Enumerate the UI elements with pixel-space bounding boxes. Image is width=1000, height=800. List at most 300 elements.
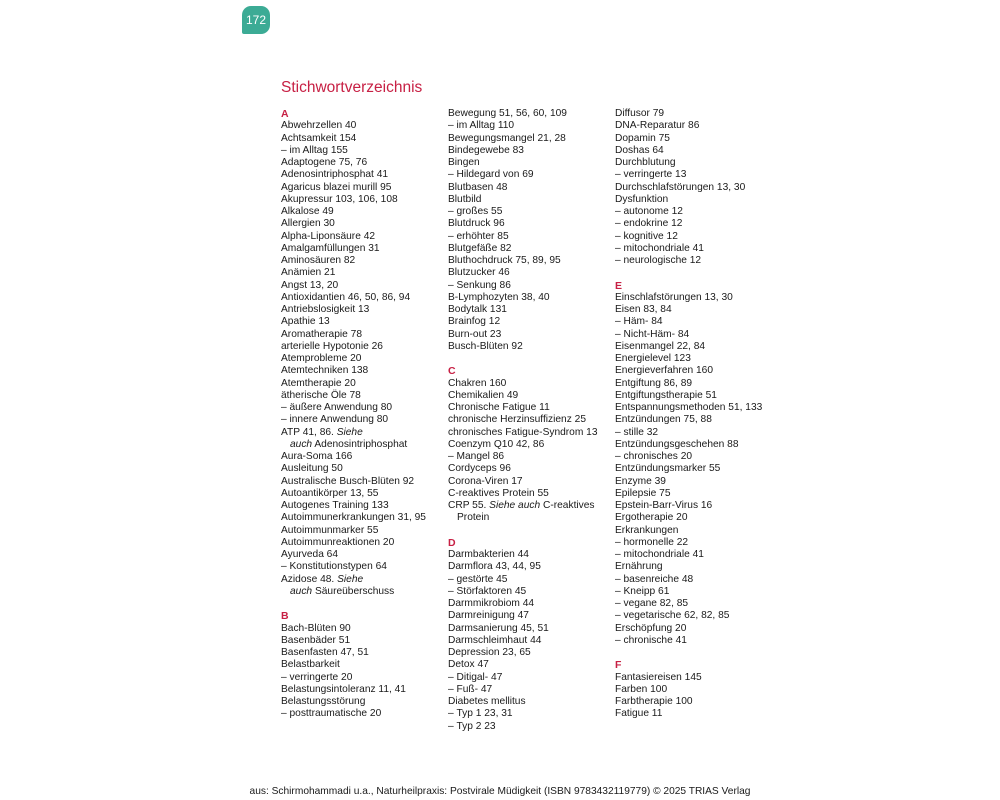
entry-text: Eisenmangel 22, 84 <box>615 340 706 352</box>
index-entry <box>281 476 446 488</box>
cross-reference: auch <box>290 438 313 450</box>
index-entry <box>448 402 613 414</box>
entry-text: Erkrankungen <box>615 524 679 536</box>
entry-text: Atemtherapie 20 <box>281 377 356 389</box>
entry-text: hormonelle 22 <box>623 536 689 548</box>
entry-text: Eisen 83, 84 <box>615 304 672 315</box>
entry-text: B-Lymphozyten 38, 40 <box>448 291 550 303</box>
entry-text: Darmschleimhaut 44 <box>448 634 542 646</box>
index-entry <box>448 659 613 671</box>
entry-text: Belastungsintoleranz 11, 41 <box>281 683 406 695</box>
page-title: Stichwortverzeichnis <box>281 79 423 96</box>
index-entry <box>615 500 780 512</box>
index-subentry <box>448 120 613 132</box>
entry-text: ätherische Öle 78 <box>281 389 361 401</box>
entry-text: Burn-out 23 <box>448 328 502 340</box>
entry-text: Farbtherapie 100 <box>615 696 693 707</box>
index-entry <box>281 574 446 586</box>
entry-text: Häm- 84 <box>623 316 663 328</box>
entry-text: endokrine 12 <box>623 218 683 230</box>
cross-reference: Siehe auch <box>489 500 541 511</box>
entry-text: Senkung 86 <box>456 279 511 291</box>
entry-text: Dopamin 75 <box>615 132 670 144</box>
entry-text: Coenzym Q10 42, 86 <box>448 438 545 450</box>
index-entry <box>615 365 780 377</box>
index-entry <box>281 231 446 243</box>
index-section <box>615 108 780 267</box>
index-entry <box>615 414 780 426</box>
entry-text: Durchschlafstörungen 13, 30 <box>615 181 746 193</box>
entry-text: Autoimmunmarker 55 <box>281 524 379 536</box>
entry-text: Bodytalk 131 <box>448 304 507 315</box>
index-entry <box>448 696 613 708</box>
entry-text: Entspannungsmethoden 51, 133 <box>615 402 763 413</box>
index-entry <box>448 463 613 475</box>
index-entry <box>281 267 446 279</box>
index-entry <box>281 500 446 512</box>
entry-text: Cordyceps 96 <box>448 463 511 475</box>
entry-text: Darmbakterien 44 <box>448 549 529 560</box>
entry-text: chronische 41 <box>623 634 687 646</box>
index-subentry <box>448 574 613 586</box>
index-subentry <box>448 231 613 243</box>
index-entry <box>615 402 780 414</box>
index-entry <box>448 341 613 353</box>
entry-text: Enzyme 39 <box>615 475 666 487</box>
index-entry <box>281 451 446 463</box>
index-entry <box>281 292 446 304</box>
entry-text: Achtsamkeit 154 <box>281 132 357 144</box>
entry-text: Azidose 48. <box>281 573 335 585</box>
index-section <box>448 365 613 524</box>
index-section <box>281 610 446 720</box>
index-entry <box>448 488 613 500</box>
entry-text: Apathie 13 <box>281 316 330 328</box>
index-entry <box>448 316 613 328</box>
entry-text: Atemprobleme 20 <box>281 353 362 364</box>
index-subentry <box>448 206 613 218</box>
entry-text: Blutbasen 48 <box>448 181 508 193</box>
index-entry <box>281 353 446 365</box>
entry-text: verringerte 20 <box>289 671 353 683</box>
entry-text: C-reaktives Protein 55 <box>448 487 549 499</box>
entry-text: chronisches 20 <box>623 451 693 462</box>
index-entry <box>615 304 780 316</box>
index-subentry <box>281 145 446 157</box>
entry-text: Einschlafstörungen 13, 30 <box>615 291 733 303</box>
index-entry <box>281 623 446 635</box>
index-section <box>281 108 446 598</box>
entry-text: Diabetes mellitus <box>448 696 526 707</box>
entry-text: Energieverfahren 160 <box>615 365 713 377</box>
entry-text: Amalgamfüllungen 31 <box>281 242 380 254</box>
entry-text: Depression 23, 65 <box>448 647 531 658</box>
index-entry <box>615 292 780 304</box>
entry-text: Busch-Blüten 92 <box>448 340 523 352</box>
entry-text: Farben 100 <box>615 683 668 695</box>
entry-text: gestörte 45 <box>456 573 508 585</box>
index-entry <box>281 329 446 341</box>
index-entry <box>615 708 780 720</box>
index-entry <box>281 120 446 132</box>
entry-text: Entzündungen 75, 88 <box>615 414 712 426</box>
index-entry <box>281 537 446 549</box>
entry-text: äußere Anwendung 80 <box>289 402 393 413</box>
index-entry <box>615 623 780 635</box>
index-entry <box>615 157 780 169</box>
index-entry <box>281 439 446 451</box>
index-entry <box>615 463 780 475</box>
index-entry <box>448 476 613 488</box>
entry-text: Detox 47 <box>448 659 489 671</box>
index-entry <box>281 365 446 377</box>
index-entry <box>615 194 780 206</box>
index-entry <box>281 157 446 169</box>
index-subentry <box>615 206 780 218</box>
entry-text: Hildegard von 69 <box>456 169 534 181</box>
entry-text: Ditigal- 47 <box>456 671 503 683</box>
entry-text: neurologische 12 <box>623 255 702 266</box>
index-entry <box>615 182 780 194</box>
index-entry <box>448 598 613 610</box>
index-entry <box>281 463 446 475</box>
index-section <box>448 108 613 353</box>
entry-text: vegane 82, 85 <box>623 598 689 609</box>
entry-text: Durchblutung <box>615 157 676 168</box>
index-entry <box>281 696 446 708</box>
entry-text: Autoimmunerkrankungen 31, 95 <box>281 512 426 524</box>
entry-text: Entzündungsgeschehen 88 <box>615 438 739 450</box>
entry-text: großes 55 <box>456 206 503 217</box>
index-subentry <box>448 708 613 720</box>
entry-text: basenreiche 48 <box>623 573 694 585</box>
entry-text: Allergien 30 <box>281 218 335 230</box>
entry-text: Angst 13, 20 <box>281 279 339 291</box>
index-entry <box>615 476 780 488</box>
index-subentry <box>615 537 780 549</box>
index-entry <box>615 439 780 451</box>
index-entry <box>281 194 446 206</box>
entry-text: stille 32 <box>623 426 659 438</box>
entry-text: Erschöpfung 20 <box>615 622 687 634</box>
index-entry <box>281 586 446 598</box>
entry-text: Bindegewebe 83 <box>448 144 524 156</box>
index-entry <box>615 684 780 696</box>
entry-text: Agaricus blazei murill 95 <box>281 181 392 193</box>
index-subentry <box>615 549 780 561</box>
entry-text: Doshas 64 <box>615 144 664 156</box>
index-entry <box>281 647 446 659</box>
section-letter: C <box>448 365 456 378</box>
index-subentry <box>615 635 780 647</box>
entry-text: posttraumatische 20 <box>289 708 382 720</box>
cross-reference: auch <box>290 585 313 597</box>
index-entry <box>448 255 613 267</box>
index-entry <box>615 525 780 537</box>
index-entry <box>281 206 446 218</box>
index-section <box>615 659 780 720</box>
index-entry <box>448 512 613 524</box>
entry-text: erhöhter 85 <box>456 230 509 242</box>
entry-text: Blutdruck 96 <box>448 218 505 230</box>
index-entry <box>448 623 613 635</box>
index-section <box>448 537 613 733</box>
index-entry <box>281 182 446 194</box>
index-entry <box>448 378 613 390</box>
index-entry <box>448 610 613 622</box>
index-entry <box>448 635 613 647</box>
index-subentry <box>448 721 613 733</box>
entry-text: Bach-Blüten 90 <box>281 622 351 634</box>
entry-text: Adenosintriphosphat 41 <box>281 169 389 181</box>
index-entry <box>448 390 613 402</box>
index-entry <box>281 169 446 181</box>
entry-text: Bewegung 51, 56, 60, 109 <box>448 108 567 119</box>
index-entry <box>281 512 446 524</box>
index-entry <box>448 194 613 206</box>
index-entry <box>281 684 446 696</box>
index-subentry <box>448 280 613 292</box>
index-subentry <box>615 316 780 328</box>
entry-text: Autoantikörper 13, 55 <box>281 487 379 499</box>
entry-text: Australische Busch-Blüten 92 <box>281 475 415 487</box>
index-subentry <box>615 451 780 463</box>
entry-text: Ayurveda 64 <box>281 549 339 560</box>
index-subentry <box>615 610 780 622</box>
section-letter: F <box>615 659 622 672</box>
index-section <box>615 280 780 648</box>
entry-text: verringerte 13 <box>623 169 687 181</box>
index-subentry <box>281 402 446 414</box>
entry-text: Entgiftung 86, 89 <box>615 377 693 389</box>
entry-text: Blutbild <box>448 193 482 205</box>
index-subentry <box>448 169 613 181</box>
index-entry <box>615 108 780 120</box>
entry-text: Aromatherapie 78 <box>281 328 362 340</box>
index-entry <box>281 316 446 328</box>
index-entry <box>281 549 446 561</box>
index-entry <box>281 341 446 353</box>
entry-text: Basenfasten 47, 51 <box>281 647 369 658</box>
index-entry <box>448 267 613 279</box>
index-entry <box>448 561 613 573</box>
index-subentry <box>615 218 780 230</box>
index-entry <box>281 243 446 255</box>
entry-text: Entgiftungstherapie 51 <box>615 389 717 401</box>
index-entry <box>448 108 613 120</box>
entry-text: Typ 2 23 <box>456 720 496 732</box>
entry-text: Basenbäder 51 <box>281 634 351 646</box>
index-entry <box>615 390 780 402</box>
entry-text: Fatigue 11 <box>615 708 663 720</box>
entry-text: Konstitutionstypen 64 <box>289 561 387 573</box>
entry-text: CRP 55. <box>448 500 487 511</box>
index-subentry <box>281 561 446 573</box>
entry-text: Diffusor 79 <box>615 108 665 119</box>
index-subentry <box>615 169 780 181</box>
entry-text: Darmmikrobiom 44 <box>448 598 535 609</box>
index-column-1 <box>281 108 446 733</box>
entry-text: Fuß- 47 <box>456 683 493 695</box>
entry-text: Chemikalien 49 <box>448 389 519 401</box>
entry-text: Bewegungsmangel 21, 28 <box>448 132 566 144</box>
index-subentry <box>281 672 446 684</box>
entry-text: Nicht-Häm- 84 <box>623 328 690 340</box>
index-column-2 <box>448 108 613 745</box>
entry-text: Kneipp 61 <box>623 585 670 597</box>
entry-text: Brainfog 12 <box>448 316 501 328</box>
entry-text: Belastungsstörung <box>281 696 366 707</box>
entry-text: vegetarische 62, 82, 85 <box>623 610 730 622</box>
index-entry <box>281 659 446 671</box>
entry-text: arterielle Hypotonie 26 <box>281 340 383 352</box>
index-subentry <box>615 329 780 341</box>
index-entry <box>281 390 446 402</box>
index-entry <box>448 647 613 659</box>
entry-text: DNA-Reparatur 86 <box>615 120 700 132</box>
index-subentry <box>615 243 780 255</box>
entry-text: innere Anwendung 80 <box>289 414 389 426</box>
index-entry <box>281 427 446 439</box>
entry-text: Bingen <box>448 157 480 168</box>
entry-text: kognitive 12 <box>623 230 678 242</box>
index-entry <box>615 353 780 365</box>
entry-text: Alpha-Liponsäure 42 <box>281 230 376 242</box>
entry-text: Chronische Fatigue 11 <box>448 402 550 413</box>
index-subentry <box>615 231 780 243</box>
section-letter: E <box>615 279 623 292</box>
entry-text: Entzündungsmarker 55 <box>615 463 721 475</box>
entry-text: Aura-Soma 166 <box>281 451 353 462</box>
entry-text: Aminosäuren 82 <box>281 255 356 266</box>
index-entry <box>448 329 613 341</box>
entry-text: Darmsanierung 45, 51 <box>448 622 549 634</box>
index-subentry <box>615 427 780 439</box>
index-subentry <box>281 708 446 720</box>
index-entry <box>615 120 780 132</box>
entry-text: Anämien 21 <box>281 267 336 279</box>
entry-text: Ausleitung 50 <box>281 463 343 475</box>
entry-text: Säureüberschuss <box>314 585 395 597</box>
index-entry <box>615 341 780 353</box>
index-subentry <box>448 586 613 598</box>
entry-text: Epilepsie 75 <box>615 487 671 499</box>
entry-text: Blutgefäße 82 <box>448 242 512 254</box>
entry-text: im Alltag 110 <box>456 120 515 132</box>
entry-text: Fantasiereisen 145 <box>615 671 702 683</box>
entry-text: Akupressur 103, 106, 108 <box>281 193 398 205</box>
index-entry <box>448 500 613 512</box>
entry-text: Protein <box>457 512 490 524</box>
index-entry <box>281 133 446 145</box>
entry-text: Ernährung <box>615 561 663 573</box>
entry-text: Autogenes Training 133 <box>281 500 389 511</box>
index-entry <box>281 255 446 267</box>
index-entry <box>281 525 446 537</box>
entry-text: Antioxidantien 46, 50, 86, 94 <box>281 291 411 303</box>
index-entry <box>448 145 613 157</box>
section-letter: A <box>281 108 289 120</box>
entry-text: Dysfunktion <box>615 193 669 205</box>
index-entry <box>448 218 613 230</box>
index-entry <box>615 696 780 708</box>
entry-text: chronische Herzinsuffizienz 25 <box>448 414 586 426</box>
index-entry <box>615 145 780 157</box>
entry-text: Abwehrzellen 40 <box>281 120 357 132</box>
index-entry <box>448 427 613 439</box>
index-subentry <box>615 574 780 586</box>
index-entry <box>281 635 446 647</box>
entry-text: Antriebslosigkeit 13 <box>281 304 370 315</box>
entry-text: Alkalose 49 <box>281 206 334 217</box>
entry-text: ATP 41, 86. <box>281 426 334 438</box>
index-entry <box>281 218 446 230</box>
entry-text: im Alltag 155 <box>289 144 348 156</box>
page-number-badge: 172 <box>242 6 270 34</box>
cross-reference: Siehe <box>337 573 364 585</box>
entry-text: mitochondriale 41 <box>623 549 704 560</box>
index-entry <box>448 182 613 194</box>
index-subentry <box>281 414 446 426</box>
index-entry <box>281 378 446 390</box>
index-entry <box>448 133 613 145</box>
index-entry <box>448 304 613 316</box>
index-subentry <box>615 586 780 598</box>
index-entry <box>615 488 780 500</box>
index-entry <box>448 549 613 561</box>
index-entry <box>448 414 613 426</box>
cross-reference: Siehe <box>336 426 363 438</box>
entry-text: Mangel 86 <box>456 451 505 462</box>
section-letter: B <box>281 610 289 623</box>
entry-text: Darmflora 43, 44, 95 <box>448 561 541 573</box>
entry-text: autonome 12 <box>623 206 683 217</box>
index-entry <box>281 488 446 500</box>
entry-text: C-reaktives <box>543 500 595 511</box>
entry-text: Bluthochdruck 75, 89, 95 <box>448 255 561 266</box>
entry-text: Darmreinigung 47 <box>448 610 529 622</box>
entry-text: Störfaktoren 45 <box>456 585 527 597</box>
entry-text: Belastbarkeit <box>281 659 340 671</box>
entry-text: Epstein-Barr-Virus 16 <box>615 500 713 511</box>
index-entry <box>448 439 613 451</box>
entry-text: Atemtechniken 138 <box>281 365 369 377</box>
section-letter: D <box>448 536 456 549</box>
index-entry <box>615 561 780 573</box>
index-subentry <box>615 255 780 267</box>
index-entry <box>615 133 780 145</box>
index-column-3 <box>615 108 780 733</box>
index-entry <box>448 243 613 255</box>
index-subentry <box>448 672 613 684</box>
index-entry <box>448 292 613 304</box>
entry-text: Adaptogene 75, 76 <box>281 157 368 168</box>
entry-text: Chakren 160 <box>448 377 507 389</box>
index-subentry <box>448 684 613 696</box>
entry-text: chronisches Fatigue-Syndrom 13 <box>448 426 598 438</box>
index-entry <box>615 378 780 390</box>
index-subentry <box>448 451 613 463</box>
entry-text: mitochondriale 41 <box>623 242 704 254</box>
entry-text: Blutzucker 46 <box>448 267 510 279</box>
entry-text: Typ 1 23, 31 <box>456 708 513 720</box>
entry-text: Corona-Viren 17 <box>448 475 523 487</box>
index-entry <box>615 672 780 684</box>
entry-text: Energielevel 123 <box>615 353 691 364</box>
entry-text: Adenosintriphosphat <box>314 438 408 450</box>
copyright-footer: aus: Schirmohammadi u.a., Naturheilpraxis: Postvirale Müdigkeit (ISBN 9783432119779) © 2025 TRIAS Verlag <box>249 786 751 797</box>
index-entry <box>615 512 780 524</box>
